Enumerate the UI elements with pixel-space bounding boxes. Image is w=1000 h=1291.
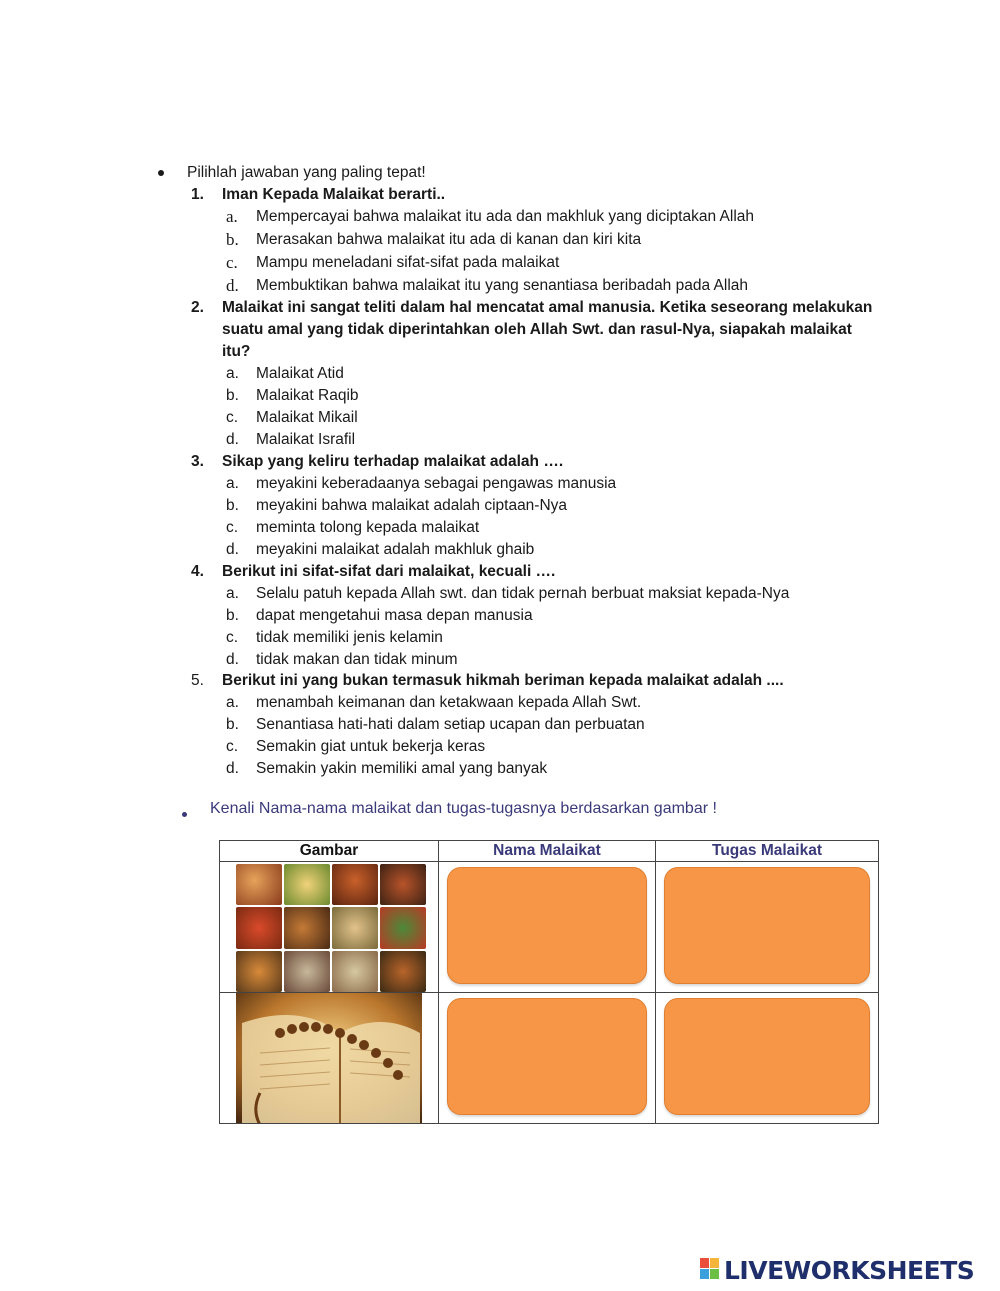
option-letter: d. xyxy=(226,651,239,668)
bullet-icon xyxy=(158,170,164,176)
question-number: 5. xyxy=(191,672,204,689)
question-number: 1. xyxy=(191,186,204,203)
option-text: Semakin giat untuk bekerja keras xyxy=(256,738,486,755)
option-letter: b. xyxy=(226,230,239,249)
angel-name-cell xyxy=(439,862,656,993)
option-text: Selalu patuh kepada Allah swt. dan tidak pernah berbuat maksiat kepada-Nya xyxy=(256,585,790,602)
option-text: meminta tolong kepada malaikat xyxy=(256,519,480,536)
option-letter: d. xyxy=(226,276,239,295)
table-row xyxy=(220,993,879,1124)
angel-task-answer-box[interactable] xyxy=(664,867,870,984)
section2-instruction: Kenali Nama-nama malaikat dan tugas-tugasnya berdasarkan gambar ! xyxy=(210,800,717,817)
picture-cell xyxy=(220,862,439,993)
option-text: meyakini keberadaanya sebagai pengawas manusia xyxy=(256,475,617,492)
option-letter: c. xyxy=(226,738,239,755)
option-letter: d. xyxy=(226,760,239,777)
header-angel-task: Tugas Malaikat xyxy=(656,841,879,862)
matching-table xyxy=(219,840,879,1124)
option-text: meyakini bahwa malaikat adalah ciptaan-Nya xyxy=(256,497,568,514)
option-letter: a. xyxy=(226,365,239,382)
angel-task-answer-box[interactable] xyxy=(664,998,870,1115)
option-letter: c. xyxy=(226,629,239,646)
question-number: 4. xyxy=(191,563,204,580)
option-letter: a. xyxy=(226,475,239,492)
question-text: Sikap yang keliru terhadap malaikat adalah …. xyxy=(222,453,564,470)
option-text: Mempercayai bahwa malaikat itu ada dan makhluk yang diciptakan Allah xyxy=(256,208,755,225)
bullet-icon xyxy=(182,812,187,817)
option-text: Malaikat Raqib xyxy=(256,387,359,404)
option-letter: a. xyxy=(226,694,239,711)
option-text: Semakin yakin memiliki amal yang banyak xyxy=(256,760,548,777)
option-text: dapat mengetahui masa depan manusia xyxy=(256,607,533,624)
option-letter: c. xyxy=(226,519,239,536)
instruction-text: Pilihlah jawaban yang paling tepat! xyxy=(187,164,426,181)
header-picture: Gambar xyxy=(220,841,439,862)
question-text: Iman Kepada Malaikat berarti.. xyxy=(222,186,446,203)
option-letter: c. xyxy=(226,253,238,272)
option-letter: a. xyxy=(226,585,239,602)
option-text: Malaikat Israfil xyxy=(256,431,356,448)
quran-book-image xyxy=(220,993,438,1123)
question-text: Berikut ini yang bukan termasuk hikmah beriman kepada malaikat adalah .... xyxy=(222,672,784,689)
option-letter: c. xyxy=(226,409,239,426)
option-text: tidak memiliki jenis kelamin xyxy=(256,629,443,646)
option-text: tidak makan dan tidak minum xyxy=(256,651,458,668)
option-text: menambah keimanan dan ketakwaan kepada Allah Swt. xyxy=(256,694,642,711)
table-row xyxy=(220,862,879,993)
option-letter: b. xyxy=(226,497,239,514)
header-angel-name: Nama Malaikat xyxy=(439,841,656,862)
option-text: meyakini malaikat adalah makhluk ghaib xyxy=(256,541,535,558)
question-text: Berikut ini sifat-sifat dari malaikat, kecuali …. xyxy=(222,563,556,580)
liveworksheets-logo-icon xyxy=(700,1258,720,1280)
option-letter: b. xyxy=(226,607,239,624)
question-number: 2. xyxy=(191,299,204,316)
angel-name-cell xyxy=(439,993,656,1124)
angel-name-answer-box[interactable] xyxy=(447,998,647,1115)
angel-task-cell xyxy=(656,993,879,1124)
option-letter: a. xyxy=(226,207,238,226)
table-header-row xyxy=(220,841,879,862)
option-text: Malaikat Atid xyxy=(256,365,344,382)
question-text: Malaikat ini sangat teliti dalam hal mencatat amal manusia. Ketika seseorang melakukan suatu amal yang tidak diperintahkan oleh Allah Swt. dan rasul-Nya, siapakah malaikat itu? xyxy=(222,299,873,360)
option-letter: b. xyxy=(226,716,239,733)
option-text: Merasakan bahwa malaikat itu ada di kanan dan kiri kita xyxy=(256,231,642,248)
option-text: Mampu meneladani sifat-sifat pada malaikat xyxy=(256,254,560,271)
option-text: Senantiasa hati-hati dalam setiap ucapan dan perbuatan xyxy=(256,716,645,733)
food-collage-image xyxy=(220,862,438,992)
picture-cell xyxy=(220,993,439,1124)
question-number: 3. xyxy=(191,453,204,470)
option-text: Malaikat Mikail xyxy=(256,409,358,426)
angel-name-answer-box[interactable] xyxy=(447,867,647,984)
option-letter: d. xyxy=(226,541,239,558)
option-letter: b. xyxy=(226,387,239,404)
option-letter: d. xyxy=(226,431,239,448)
angel-task-cell xyxy=(656,862,879,993)
option-text: Membuktikan bahwa malaikat itu yang senantiasa beribadah pada Allah xyxy=(256,277,749,294)
liveworksheets-logo-text: LIVEWORKSHEETS xyxy=(724,1256,975,1285)
